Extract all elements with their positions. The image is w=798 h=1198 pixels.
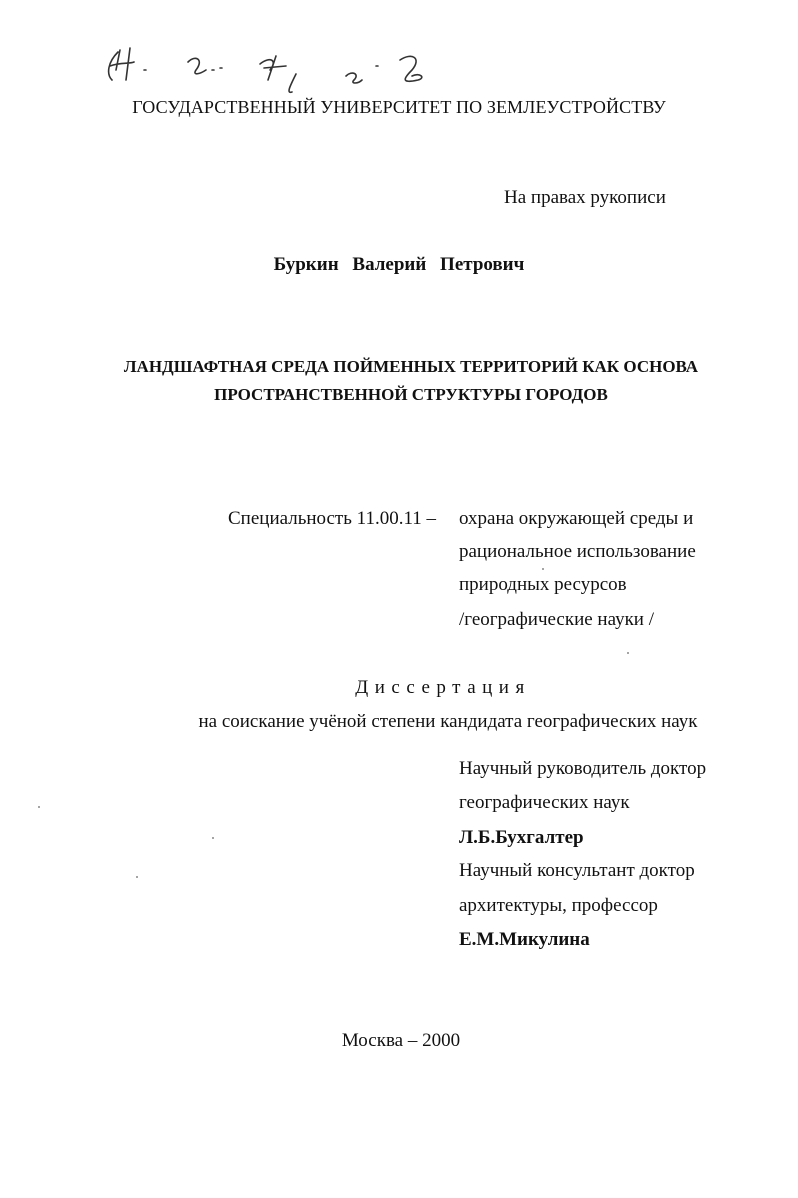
consultant-line: Научный консультант доктор bbox=[459, 860, 695, 881]
university-name: ГОСУДАРСТВЕННЫЙ УНИВЕРСИТЕТ ПО ЗЕМЛЕУСТРОЙСТВУ bbox=[132, 97, 666, 117]
author-name: Буркин Валерий Петрович bbox=[273, 254, 525, 275]
specialty-line: /географические науки / bbox=[459, 609, 655, 630]
scan-speck bbox=[212, 837, 214, 839]
consultant-line: архитектуры, профессор bbox=[459, 895, 658, 916]
advisor-line: географических наук bbox=[459, 792, 630, 813]
dissertation-title-line-1: ЛАНДШАФТНАЯ СРЕДА ПОЙМЕННЫХ ТЕРРИТОРИЙ КАК ОСНОВА bbox=[123, 357, 699, 376]
scan-speck bbox=[627, 652, 629, 654]
scan-speck bbox=[136, 876, 138, 878]
specialty-label: Специальность 11.00.11 – bbox=[228, 508, 436, 529]
specialty-line: природных ресурсов bbox=[459, 574, 627, 595]
supervisor-name: Л.Б.Бухгалтер bbox=[459, 827, 584, 848]
handwritten-code-mark bbox=[100, 40, 440, 96]
advisor-line: Научный руководитель доктор bbox=[459, 758, 707, 779]
scan-speck bbox=[542, 568, 544, 570]
specialty-line: рациональное использование bbox=[459, 541, 696, 562]
scan-speck bbox=[38, 806, 40, 808]
consultant-name: Е.М.Микулина bbox=[459, 929, 590, 950]
dissertation-subtitle: на соискание учёной степени кандидата географических наук bbox=[198, 711, 698, 732]
city-and-year: Москва – 2000 bbox=[341, 1030, 461, 1051]
dissertation-title-line-2: ПРОСТРАНСТВЕННОЙ СТРУКТУРЫ ГОРОДОВ bbox=[214, 385, 608, 404]
specialty-line: охрана окружающей среды и bbox=[459, 508, 694, 529]
dissertation-heading: Диссертация bbox=[355, 677, 531, 698]
manuscript-rights-note: На правах рукописи bbox=[504, 187, 666, 208]
